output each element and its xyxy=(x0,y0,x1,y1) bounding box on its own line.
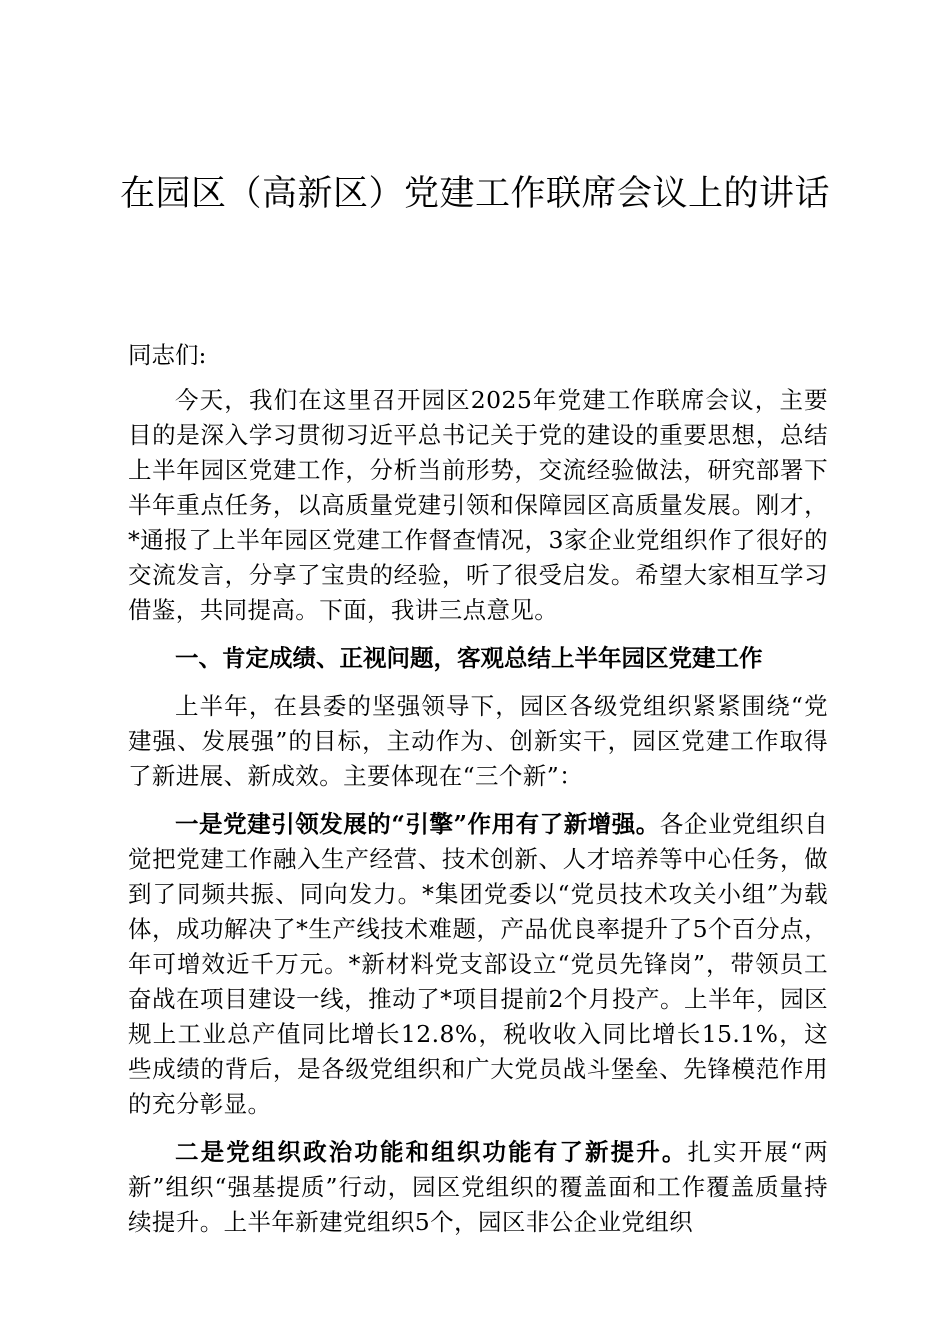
document-title: 在园区（高新区）党建工作联席会议上的讲话 xyxy=(119,174,830,214)
document-body xyxy=(128,338,828,1253)
point-2-paragraph xyxy=(128,1135,828,1240)
point-1-body: 各企业党组织自觉把党建工作融入生产经营、技术创新、人才培养等中心任务，做到了同频共振、同向发力。*集团党委以“党员技术攻关小组”为载体，成功解决了*生产线技术难题，产品优良率提升了5个百分点，年可增效近千万元。*新材料党支部设立“党员先锋岗”，带领员工奋战在项目建设一线，推动了*项目提前2个月投产。上半年，园区规上工业总产值同比增长12.8%，税收收入同比增长15.1%，这些成绩的背后，是各级党组织和广大党员战斗堡垒、先锋模范作用的充分彰显。 xyxy=(128,810,828,1118)
point-2-body: 扎实开展“两新”组织“强基提质”行动，园区党组织的覆盖面和工作覆盖质量持续提升。上半年新建党组织5个，园区非公企业党组织 xyxy=(128,1138,828,1236)
point-2-lead: 二是党组织政治功能和组织功能有了新提升。 xyxy=(175,1138,688,1166)
intro-paragraph: 今天，我们在这里召开园区2025年党建工作联席会议，主要目的是深入学习贯彻习近平总书记关于党的建设的重要思想，总结上半年园区党建工作，分析当前形势，交流经验做法，研究部署下半年重点任务，以高质量党建引领和保障园区高质量发展。刚才，*通报了上半年园区党建工作督查情况，3家企业党组织作了很好的交流发言，分享了宝贵的经验，听了很受启发。希望大家相互学习借鉴，共同提高。下面，我讲三点意见。 xyxy=(128,386,828,624)
section-1-heading: 一、肯定成绩、正视问题，客观总结上半年园区党建工作 xyxy=(175,644,763,672)
point-1-lead: 一是党建引领发展的“引擎”作用有了新增强。 xyxy=(175,810,660,838)
section-1-paragraph: 上半年，在县委的坚强领导下，园区各级党组织紧紧围绕“党建强、发展强”的目标，主动作为、创新实干，园区党建工作取得了新进展、新成效。主要体现在“三个新”： xyxy=(128,692,828,790)
salutation: 同志们: xyxy=(128,341,207,369)
point-1-paragraph xyxy=(128,807,828,1122)
